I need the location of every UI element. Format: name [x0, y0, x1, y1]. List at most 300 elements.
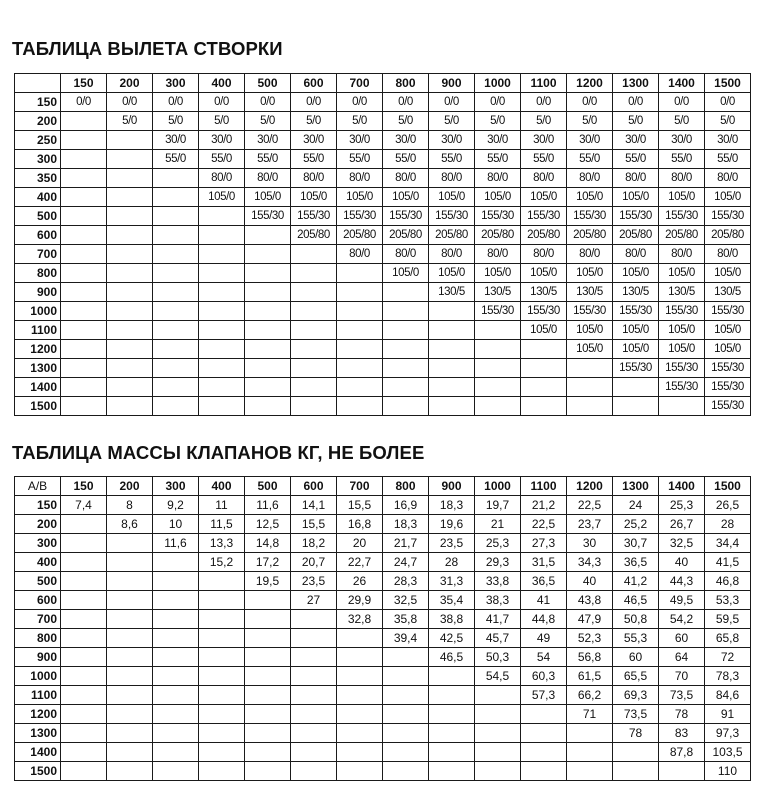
table-cell: 42,5 [429, 629, 475, 648]
table-cell [291, 302, 337, 321]
table-cell [291, 283, 337, 302]
table-row [15, 302, 751, 321]
table-cell: 105/0 [245, 188, 291, 207]
table-cell: 14,8 [245, 534, 291, 553]
table-cell [153, 245, 199, 264]
table-cell [107, 169, 153, 188]
table-cell [475, 724, 521, 743]
table-cell [61, 648, 107, 667]
table-cell [107, 610, 153, 629]
table-row [15, 515, 751, 534]
row-header: 300 [15, 534, 61, 553]
table-cell: 84,6 [705, 686, 751, 705]
table-cell: 0/0 [153, 93, 199, 112]
table-cell: 24 [613, 496, 659, 515]
row-header: 1400 [15, 743, 61, 762]
table-cell: 14,1 [291, 496, 337, 515]
table-cell: 80/0 [383, 169, 429, 188]
table-cell: 87,8 [659, 743, 705, 762]
table-cell: 80/0 [521, 245, 567, 264]
table-cell: 25,2 [613, 515, 659, 534]
table-cell: 105/0 [705, 188, 751, 207]
table-cell: 130/5 [475, 283, 521, 302]
table-cell: 155/30 [475, 302, 521, 321]
table-cell: 0/0 [659, 93, 705, 112]
table-cell [153, 207, 199, 226]
table-cell: 205/80 [521, 226, 567, 245]
row-header: 150 [15, 496, 61, 515]
table-cell: 155/30 [613, 359, 659, 378]
table-cell: 32,5 [659, 534, 705, 553]
table-cell [61, 762, 107, 781]
table-cell: 205/80 [337, 226, 383, 245]
table-cell [199, 397, 245, 416]
table-cell [245, 743, 291, 762]
table-cell [107, 534, 153, 553]
table-cell [107, 264, 153, 283]
table-cell: 27,3 [521, 534, 567, 553]
column-header: 600 [291, 477, 337, 496]
table-row [15, 648, 751, 667]
table-row [15, 496, 751, 515]
table-cell: 52,3 [567, 629, 613, 648]
table-cell: 73,5 [613, 705, 659, 724]
table-cell: 155/30 [705, 397, 751, 416]
table-cell [429, 359, 475, 378]
table-cell: 18,2 [291, 534, 337, 553]
table-cell: 30/0 [567, 131, 613, 150]
table-row [15, 207, 751, 226]
header-row [15, 477, 751, 496]
table-cell: 105/0 [429, 264, 475, 283]
table-cell: 80/0 [521, 169, 567, 188]
table-cell: 55/0 [429, 150, 475, 169]
table-cell: 44,3 [659, 572, 705, 591]
table-cell: 80/0 [613, 169, 659, 188]
table-cell [475, 321, 521, 340]
table-cell: 155/30 [429, 207, 475, 226]
header-row [15, 74, 751, 93]
table-row [15, 131, 751, 150]
column-header: 1200 [567, 74, 613, 93]
row-header: 200 [15, 515, 61, 534]
table-cell [567, 762, 613, 781]
table-cell: 105/0 [383, 188, 429, 207]
table-cell [521, 378, 567, 397]
row-header: 600 [15, 591, 61, 610]
table-cell: 20 [337, 534, 383, 553]
table-cell [567, 359, 613, 378]
table-row [15, 629, 751, 648]
table-cell: 105/0 [475, 188, 521, 207]
table-cell [153, 724, 199, 743]
table-cell: 130/5 [705, 283, 751, 302]
column-header: 800 [383, 74, 429, 93]
table-cell: 80/0 [475, 245, 521, 264]
table-cell: 105/0 [475, 264, 521, 283]
table-cell: 155/30 [521, 302, 567, 321]
table-cell: 30/0 [245, 131, 291, 150]
table-cell: 105/0 [567, 188, 613, 207]
column-header: 300 [153, 477, 199, 496]
table-cell: 22,5 [567, 496, 613, 515]
table-cell: 25,3 [659, 496, 705, 515]
table-cell [107, 283, 153, 302]
row-header: 1500 [15, 397, 61, 416]
table-cell: 105/0 [659, 188, 705, 207]
table-cell: 5/0 [567, 112, 613, 131]
table-cell [383, 302, 429, 321]
table-cell [61, 743, 107, 762]
column-header: 900 [429, 477, 475, 496]
table-cell [61, 667, 107, 686]
table-cell [383, 340, 429, 359]
table-cell: 105/0 [705, 264, 751, 283]
row-header: 1200 [15, 705, 61, 724]
table-cell [199, 610, 245, 629]
table-row [15, 264, 751, 283]
table-cell: 47,9 [567, 610, 613, 629]
table-cell: 105/0 [613, 264, 659, 283]
table-cell [61, 169, 107, 188]
table-cell: 80/0 [429, 169, 475, 188]
table-cell: 8,6 [107, 515, 153, 534]
table-cell: 35,4 [429, 591, 475, 610]
table-cell [337, 397, 383, 416]
table-cell [383, 378, 429, 397]
table-row [15, 112, 751, 131]
table-cell: 11,5 [199, 515, 245, 534]
table-cell: 22,5 [521, 515, 567, 534]
table-cell: 80/0 [337, 245, 383, 264]
table-cell [429, 321, 475, 340]
table-cell: 60,3 [521, 667, 567, 686]
row-header: 700 [15, 610, 61, 629]
table-cell [291, 667, 337, 686]
table-cell [245, 648, 291, 667]
table-cell [245, 340, 291, 359]
table-row [15, 245, 751, 264]
table-cell: 91 [705, 705, 751, 724]
table-cell [107, 667, 153, 686]
table-row [15, 572, 751, 591]
table-cell: 0/0 [521, 93, 567, 112]
table-cell: 21 [475, 515, 521, 534]
table-cell: 130/5 [613, 283, 659, 302]
table-cell [245, 245, 291, 264]
table-cell: 105/0 [567, 321, 613, 340]
table-cell: 66,2 [567, 686, 613, 705]
table-cell: 55,3 [613, 629, 659, 648]
table-cell: 54,5 [475, 667, 521, 686]
table-cell: 65,8 [705, 629, 751, 648]
table-cell: 97,3 [705, 724, 751, 743]
table-cell: 130/5 [429, 283, 475, 302]
table-cell [107, 572, 153, 591]
column-header: 700 [337, 477, 383, 496]
table-cell: 105/0 [337, 188, 383, 207]
table-row [15, 686, 751, 705]
table-cell: 155/30 [613, 207, 659, 226]
table-cell: 17,2 [245, 553, 291, 572]
column-header: 400 [199, 477, 245, 496]
table-cell [153, 169, 199, 188]
table-cell: 5/0 [613, 112, 659, 131]
column-header: 500 [245, 74, 291, 93]
table-cell: 80/0 [705, 245, 751, 264]
table-cell: 18,3 [429, 496, 475, 515]
table-cell [153, 553, 199, 572]
row-header: 800 [15, 629, 61, 648]
row-header: 1400 [15, 378, 61, 397]
table-cell: 105/0 [521, 188, 567, 207]
table-cell: 15,5 [337, 496, 383, 515]
column-header: 300 [153, 74, 199, 93]
table-cell [153, 188, 199, 207]
table-cell [429, 667, 475, 686]
table-cell [107, 150, 153, 169]
table-cell: 205/80 [659, 226, 705, 245]
sash-projection-table [14, 73, 751, 416]
row-header: 1300 [15, 724, 61, 743]
table-cell [291, 724, 337, 743]
column-header: 1500 [705, 74, 751, 93]
table-cell [61, 515, 107, 534]
table-row [15, 724, 751, 743]
table-cell [107, 762, 153, 781]
table-cell: 70 [659, 667, 705, 686]
table-cell: 80/0 [475, 169, 521, 188]
table-row [15, 378, 751, 397]
table-cell: 105/0 [659, 340, 705, 359]
table-cell [383, 762, 429, 781]
table-cell [337, 724, 383, 743]
table-cell [291, 321, 337, 340]
table-row [15, 150, 751, 169]
table-cell: 130/5 [659, 283, 705, 302]
table-cell [107, 629, 153, 648]
table-cell [475, 705, 521, 724]
table-cell [61, 188, 107, 207]
table-row [15, 610, 751, 629]
table-cell: 55/0 [475, 150, 521, 169]
table-cell: 105/0 [613, 321, 659, 340]
row-header: 800 [15, 264, 61, 283]
table-cell: 105/0 [567, 264, 613, 283]
table-cell [567, 397, 613, 416]
column-header: 1400 [659, 477, 705, 496]
table-cell: 5/0 [199, 112, 245, 131]
row-header: 1000 [15, 302, 61, 321]
table-cell: 5/0 [705, 112, 751, 131]
table-cell [291, 359, 337, 378]
table-cell [199, 648, 245, 667]
table-cell: 155/30 [659, 378, 705, 397]
valve-mass-table [14, 476, 751, 781]
table-cell [337, 359, 383, 378]
table-cell [567, 724, 613, 743]
column-header: 500 [245, 477, 291, 496]
table-cell [153, 283, 199, 302]
table-cell [199, 302, 245, 321]
table-cell: 71 [567, 705, 613, 724]
table-cell: 69,3 [613, 686, 659, 705]
table-cell [245, 226, 291, 245]
table-cell [61, 610, 107, 629]
table-row [15, 705, 751, 724]
table-cell: 0/0 [245, 93, 291, 112]
table-cell: 20,7 [291, 553, 337, 572]
table-row [15, 283, 751, 302]
table-row [15, 359, 751, 378]
table-cell [199, 743, 245, 762]
table-cell: 36,5 [613, 553, 659, 572]
table-cell: 31,5 [521, 553, 567, 572]
table-cell: 0/0 [383, 93, 429, 112]
column-header: 150 [61, 477, 107, 496]
table-cell: 7,4 [61, 496, 107, 515]
row-header: 400 [15, 553, 61, 572]
table-cell [245, 610, 291, 629]
table-row [15, 169, 751, 188]
table-cell [107, 743, 153, 762]
table-cell [337, 667, 383, 686]
table-row [15, 188, 751, 207]
table-cell: 15,5 [291, 515, 337, 534]
table-cell: 34,3 [567, 553, 613, 572]
table-cell: 0/0 [705, 93, 751, 112]
table-cell: 83 [659, 724, 705, 743]
row-header: 1200 [15, 340, 61, 359]
table-cell [199, 762, 245, 781]
table-cell [567, 378, 613, 397]
table-cell: 65,5 [613, 667, 659, 686]
table-row [15, 534, 751, 553]
table-cell [153, 648, 199, 667]
table-cell: 105/0 [521, 264, 567, 283]
table-cell: 10 [153, 515, 199, 534]
table-cell [61, 245, 107, 264]
table-cell: 155/30 [705, 302, 751, 321]
table-cell: 55/0 [567, 150, 613, 169]
column-header: 1300 [613, 74, 659, 93]
table-cell: 5/0 [337, 112, 383, 131]
table-cell [107, 724, 153, 743]
table-cell: 155/30 [567, 302, 613, 321]
column-header: 800 [383, 477, 429, 496]
table-cell: 155/30 [705, 378, 751, 397]
table-cell: 155/30 [337, 207, 383, 226]
table-cell [61, 553, 107, 572]
row-header: 250 [15, 131, 61, 150]
table-cell [61, 302, 107, 321]
row-header: 900 [15, 648, 61, 667]
table-cell [291, 762, 337, 781]
table-cell [107, 245, 153, 264]
table-row [15, 93, 751, 112]
table-cell [383, 686, 429, 705]
table-cell: 22,7 [337, 553, 383, 572]
table-cell: 23,5 [429, 534, 475, 553]
table-cell: 30/0 [153, 131, 199, 150]
table-cell: 15,2 [199, 553, 245, 572]
table-cell: 8 [107, 496, 153, 515]
column-header: 700 [337, 74, 383, 93]
column-header: 200 [107, 74, 153, 93]
column-header: 1400 [659, 74, 705, 93]
table-cell [245, 762, 291, 781]
table-cell: 0/0 [567, 93, 613, 112]
table-cell [61, 340, 107, 359]
row-header: 300 [15, 150, 61, 169]
table-cell: 35,8 [383, 610, 429, 629]
table-cell: 11,6 [153, 534, 199, 553]
table-cell [291, 264, 337, 283]
table-cell [383, 648, 429, 667]
table-row [15, 591, 751, 610]
table-cell [613, 743, 659, 762]
table-cell: 80/0 [659, 169, 705, 188]
table-cell: 53,3 [705, 591, 751, 610]
table-cell [61, 131, 107, 150]
table-cell: 5/0 [107, 112, 153, 131]
column-header: 400 [199, 74, 245, 93]
table-cell: 0/0 [291, 93, 337, 112]
table-cell [567, 743, 613, 762]
column-header: 1500 [705, 477, 751, 496]
table-cell [107, 648, 153, 667]
table-cell: 80/0 [199, 169, 245, 188]
table-cell [199, 591, 245, 610]
table-cell: 105/0 [199, 188, 245, 207]
table-cell [521, 762, 567, 781]
table-cell: 57,3 [521, 686, 567, 705]
table-cell: 27 [291, 591, 337, 610]
table-cell [107, 553, 153, 572]
table-cell: 41,2 [613, 572, 659, 591]
table-cell [245, 629, 291, 648]
table-cell: 40 [567, 572, 613, 591]
table-cell: 54 [521, 648, 567, 667]
table-cell: 30 [567, 534, 613, 553]
table-cell [291, 245, 337, 264]
table-cell: 41,5 [705, 553, 751, 572]
table-cell [291, 629, 337, 648]
table-cell: 5/0 [245, 112, 291, 131]
table-cell: 105/0 [383, 264, 429, 283]
table-cell [337, 648, 383, 667]
table-cell [613, 397, 659, 416]
table-cell: 61,5 [567, 667, 613, 686]
table-cell: 130/5 [521, 283, 567, 302]
table-cell [291, 743, 337, 762]
table-cell: 26,7 [659, 515, 705, 534]
table-cell [61, 724, 107, 743]
column-header: 1000 [475, 74, 521, 93]
table-cell [153, 321, 199, 340]
table-cell [199, 724, 245, 743]
table-cell: 28 [705, 515, 751, 534]
table-cell [153, 302, 199, 321]
table-cell: 64 [659, 648, 705, 667]
table-cell: 30/0 [383, 131, 429, 150]
valve-mass-table-title: ТАБЛИЦА МАССЫ КЛАПАНОВ КГ, НЕ БОЛЕЕ [12, 442, 425, 463]
table-cell: 130/5 [567, 283, 613, 302]
corner-cell: A/B [15, 477, 61, 496]
table-cell: 46,5 [429, 648, 475, 667]
table-cell: 73,5 [659, 686, 705, 705]
table-cell: 78,3 [705, 667, 751, 686]
